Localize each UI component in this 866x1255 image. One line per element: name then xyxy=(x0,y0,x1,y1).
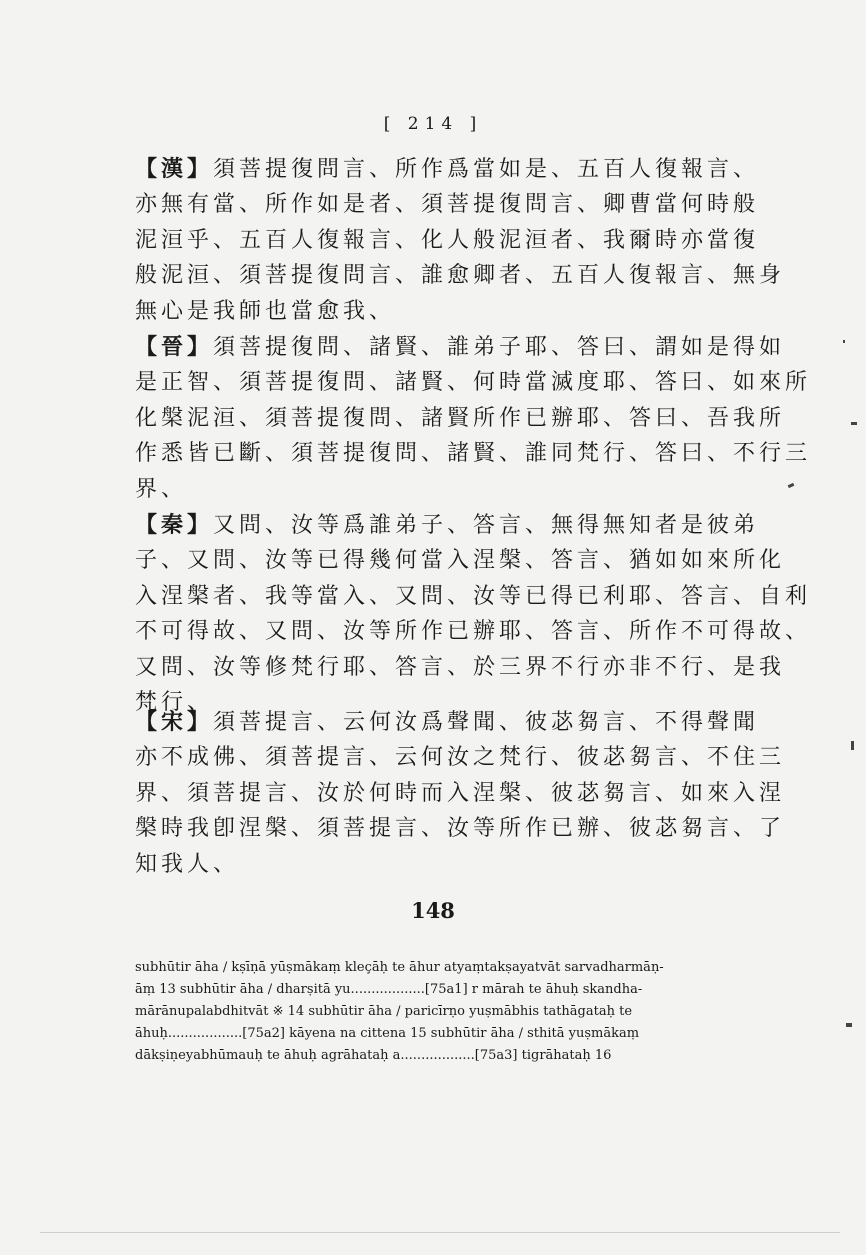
edition-tag: 【晉】 xyxy=(135,335,214,360)
section-number: 148 xyxy=(411,898,455,923)
page-number: [ 214 ] xyxy=(383,114,483,134)
scan-speck xyxy=(851,741,854,750)
edition-tag: 【宋】 xyxy=(135,710,214,735)
text-line: 亦不成佛、須菩提言、云何汝之梵行、彼苾芻言、不住三 xyxy=(135,745,786,771)
section-song xyxy=(135,705,785,882)
text-line: 界、須菩提言、汝於何時而入涅槃、彼苾芻言、如來入涅 xyxy=(135,780,786,806)
text-line: 作悉皆已斷、須菩提復問、諸賢、誰同梵行、答曰、不行三 xyxy=(135,441,812,467)
scan-speck xyxy=(851,422,857,425)
scan-speck xyxy=(843,340,845,343)
scan-speck xyxy=(846,1023,852,1027)
text-line: 化槃泥洹、須菩提復問、諸賢所作已辦耶、答曰、吾我所 xyxy=(135,405,786,431)
scan-speck xyxy=(788,483,795,488)
text-line: 亦無有當、所作如是者、須菩提復問言、卿曹當何時般 xyxy=(135,192,760,218)
text-line: 梵行、 xyxy=(135,690,214,716)
text-line: 【秦】又問、汝等爲誰弟子、答言、無得無知者是彼弟 xyxy=(135,513,760,538)
text-line: 【宋】須菩提言、云何汝爲聲聞、彼苾芻言、不得聲聞 xyxy=(135,710,760,735)
section-han xyxy=(135,152,785,329)
text-line: 【漢】須菩提復問言、所作爲當如是、五百人復報言、 xyxy=(135,157,760,182)
text-line: 不可得故、又問、汝等所作已辦耶、答言、所作不可得故、 xyxy=(135,619,812,645)
text-line: 槃時我卽涅槃、須菩提言、汝等所作已辦、彼苾芻言、了 xyxy=(135,816,786,842)
section-qin xyxy=(135,508,812,720)
text-line: 入涅槃者、我等當入、又問、汝等已得已利耶、答言、自利 xyxy=(135,583,812,609)
sanskrit-line: mārānupalabdhitvāt ※ 14 subhūtir āha / paricīrṇo yuṣmābhis tathāgataḥ te xyxy=(135,1004,633,1019)
text-line: 界、 xyxy=(135,476,188,502)
edition-tag: 【漢】 xyxy=(135,157,214,182)
section-jin xyxy=(135,330,812,507)
text-line: 知我人、 xyxy=(135,851,240,877)
edition-tag: 【秦】 xyxy=(135,513,214,538)
text-line: 是正智、須菩提復問、諸賢、何時當滅度耶、答曰、如來所 xyxy=(135,370,812,396)
sanskrit-line: āṃ 13 subhūtir āha / dharṣitā yu..................[75a1] r mārah te āhuḥ skandha- xyxy=(135,982,643,997)
sanskrit-line: āhuḥ..................[75a2] kāyena na cittena 15 subhūtir āha / sthitā yuṣmākaṃ xyxy=(135,1026,640,1041)
scan-edge-line xyxy=(40,1232,840,1233)
text-line: 又問、汝等修梵行耶、答言、於三界不行亦非不行、是我 xyxy=(135,654,786,680)
sanskrit-text xyxy=(135,957,785,1067)
text-line: 般泥洹、須菩提復問言、誰愈卿者、五百人復報言、無身 xyxy=(135,263,786,289)
sanskrit-line: dākṣiṇeyabhūmauḥ te āhuḥ agrāhataḥ a..................[75a3] tigrāhataḥ 16 xyxy=(135,1048,612,1063)
text-line: 無心是我師也當愈我、 xyxy=(135,298,396,324)
text-line: 子、又問、汝等已得幾何當入涅槃、答言、猶如如來所化 xyxy=(135,548,786,574)
text-line: 泥洹乎、五百人復報言、化人般泥洹者、我爾時亦當復 xyxy=(135,227,760,253)
sanskrit-line: subhūtir āha / kṣīṇā yūṣmākaṃ kleçāḥ te āhur atyaṃtakṣayatvāt sarvadharmāṇ- xyxy=(135,960,664,975)
text-line: 【晉】須菩提復問、諸賢、誰弟子耶、答曰、謂如是得如 xyxy=(135,335,786,360)
